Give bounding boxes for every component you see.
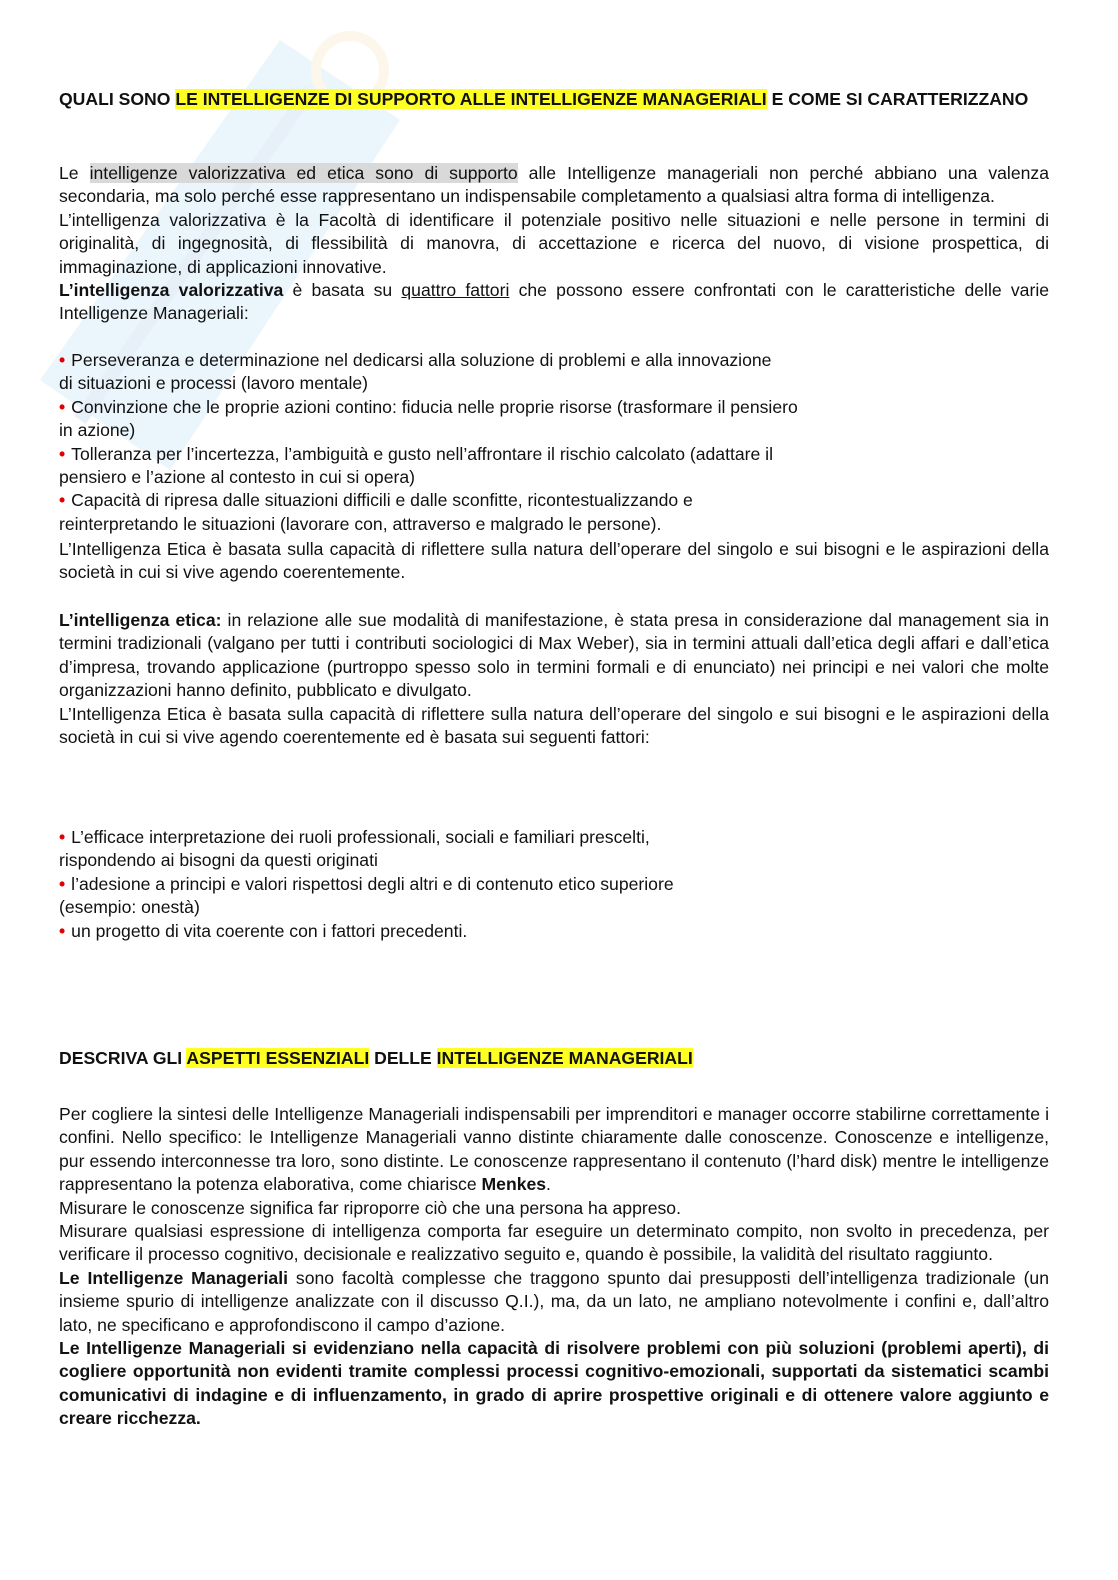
paragraph: Misurare qualsiasi espressione di intelligenza comporta far eseguire un determinato compito, non svolto in precedenza, per verificare il processo cognitivo, decisionale e realizzativo seguito e, quando è possibile, la validità del risultato raggiunto. [59, 1221, 1049, 1265]
list-item-cont: reinterpretando le situazioni (lavorare con, attraverso e malgrado le persone). [59, 513, 662, 534]
bullet-list-etica [59, 826, 1049, 943]
paragraph: L’Intelligenza Etica è basata sulla capacità di riflettere sulla natura dell’operare del singolo e sui bisogni e le aspirazioni della società in cui si vive agendo coerentemente. [59, 539, 1049, 583]
bullet-icon: • [59, 827, 66, 847]
bullet-list-valorizzativa [59, 349, 1049, 536]
bullet-icon: • [59, 920, 66, 941]
paragraph: Le Intelligenze Manageriali sono facoltà complesse che traggono spunto dai presupposti dell’intelligenza tradizionale (un insieme spurio di intelligenze analizzate con il discusso Q.I.), ma, da un lato, ne ampliano notevolmente i confini e, dall’altro lato, ne specificano e approfondiscono il campo d’azione. [59, 1267, 1049, 1335]
list-item-cont: (esempio: onestà) [59, 897, 200, 918]
section1-body [59, 162, 1049, 326]
list-item: • Capacità di ripresa dalle situazioni difficili e dalle sconfitte, ricontestualizzando e [59, 490, 693, 511]
bullet-icon: • [59, 490, 66, 511]
paragraph-etica [59, 609, 1049, 749]
gray-highlight: intelligenze valorizzativa ed etica sono di supporto [89, 163, 518, 183]
bullet-icon: • [59, 873, 66, 894]
paragraph: Per cogliere la sintesi delle Intelligenze Manageriali indispensabili per imprenditori e manager occorre stabilirne correttamente i confini. Nello specifico: le Intelligenze Manageriali vanno distinte chiaramente dalle conoscenze. Conoscenze e intelligenze, pur essendo interconnesse tra loro, sono distinte. Le conoscenze rappresentano il contenuto (l’hard disk) mentre le intelligenze rappresentano la potenza elaborativa, come chiarisce Menkes. [59, 1104, 1049, 1195]
list-item-cont: di situazioni e processi (lavoro mentale) [59, 373, 369, 394]
list-item: • L’efficace interpretazione dei ruoli professionali, sociali e familiari prescelti, [59, 827, 650, 847]
list-item-cont: rispondendo ai bisogni da questi originati [59, 850, 378, 871]
list-item-cont: in azione) [59, 420, 136, 441]
list-item: • Tolleranza per l’incertezza, l’ambiguità e gusto nell’affrontare il rischio calcolato (adattare il [59, 443, 773, 464]
section2-heading: DESCRIVA GLI ASPETTI ESSENZIALI DELLE INTELLIGENZE MANAGERIALI [59, 1048, 693, 1068]
paragraph: L’intelligenza valorizzativa è basata su quattro fattori che possono essere confrontati con le caratteristiche delle varie Intelligenze Manageriali: [59, 280, 1050, 324]
list-item: • Convinzione che le proprie azioni contino: fiducia nelle proprie risorse (trasformare il pensiero [59, 396, 798, 417]
heading-highlight: LE INTELLIGENZE DI SUPPORTO ALLE INTELLIGENZE MANAGERIALI [175, 89, 767, 109]
paragraph-bold: Le Intelligenze Manageriali si evidenziano nella capacità di risolvere problemi con più soluzioni (problemi aperti), di cogliere opportunità non evidenti tramite complessi processi cognitivo-emozionali, supportati da sistematici scambi comunicativi di indagine e di influenzamento, in grado di aprire prospettive originali e di ottenere valore aggiunto e creare ricchezza. [59, 1338, 1049, 1429]
heading-highlight: INTELLIGENZE MANAGERIALI [436, 1048, 693, 1068]
paragraph: L’Intelligenza Etica è basata sulla capacità di riflettere sulla natura dell’operare del singolo e sui bisogni e le aspirazioni della società in cui si vive agendo coerentemente ed è basata sui seguenti fattori: [59, 703, 1049, 748]
list-item: • un progetto di vita coerente con i fattori precedenti. [59, 920, 468, 941]
section1-heading: QUALI SONO LE INTELLIGENZE DI SUPPORTO ALLE INTELLIGENZE MANAGERIALI E COME SI CARATTERIZZANO [59, 89, 1029, 109]
paragraph: L’intelligenza valorizzativa è la Facoltà di identificare il potenziale positivo nelle situazioni e nelle persone in termini di originalità, di ingegnosità, di flessibilità di manovra, di accettazione e ricerca del nuovo, di visione prospettica, di immaginazione, di applicazioni innovative. [59, 209, 1049, 277]
paragraph-etica-intro [59, 538, 1049, 585]
paragraph: Le intelligenze valorizzativa ed etica sono di supporto alle Intelligenze manageriali non perché abbiano una valenza secondaria, ma solo perché esse rappresentano un indispensabile completamento a qualsiasi altra forma di intelligenza. [59, 163, 1049, 207]
list-item-cont: pensiero e l’azione al contesto in cui si opera) [59, 467, 415, 488]
bullet-icon: • [59, 396, 66, 417]
paragraph: Misurare le conoscenze significa far riproporre ciò che una persona ha appreso. [59, 1197, 681, 1218]
bullet-icon: • [59, 350, 66, 370]
list-item: • Perseveranza e determinazione nel dedicarsi alla soluzione di problemi e alla innovazione [59, 350, 772, 370]
section2-body [59, 1103, 1049, 1431]
bullet-icon: • [59, 443, 66, 464]
heading-highlight: ASPETTI ESSENZIALI [186, 1048, 370, 1068]
paragraph: L’intelligenza etica: in relazione alle sue modalità di manifestazione, è stata presa in considerazione dal management sia in termini tradizionali (valgano per tutti i contributi sociologici di Max Weber), sia in termini attuali dall’etica degli affari e dall’etica d’impresa, trovando applicazione (purtroppo spesso solo in termini formali e di enunciato) nei principi e nei valori che molte organizzazioni hanno definito, pubblicato e divulgato. [59, 610, 1049, 701]
list-item: • l’adesione a principi e valori rispettosi degli altri e di contenuto etico superiore [59, 873, 674, 894]
